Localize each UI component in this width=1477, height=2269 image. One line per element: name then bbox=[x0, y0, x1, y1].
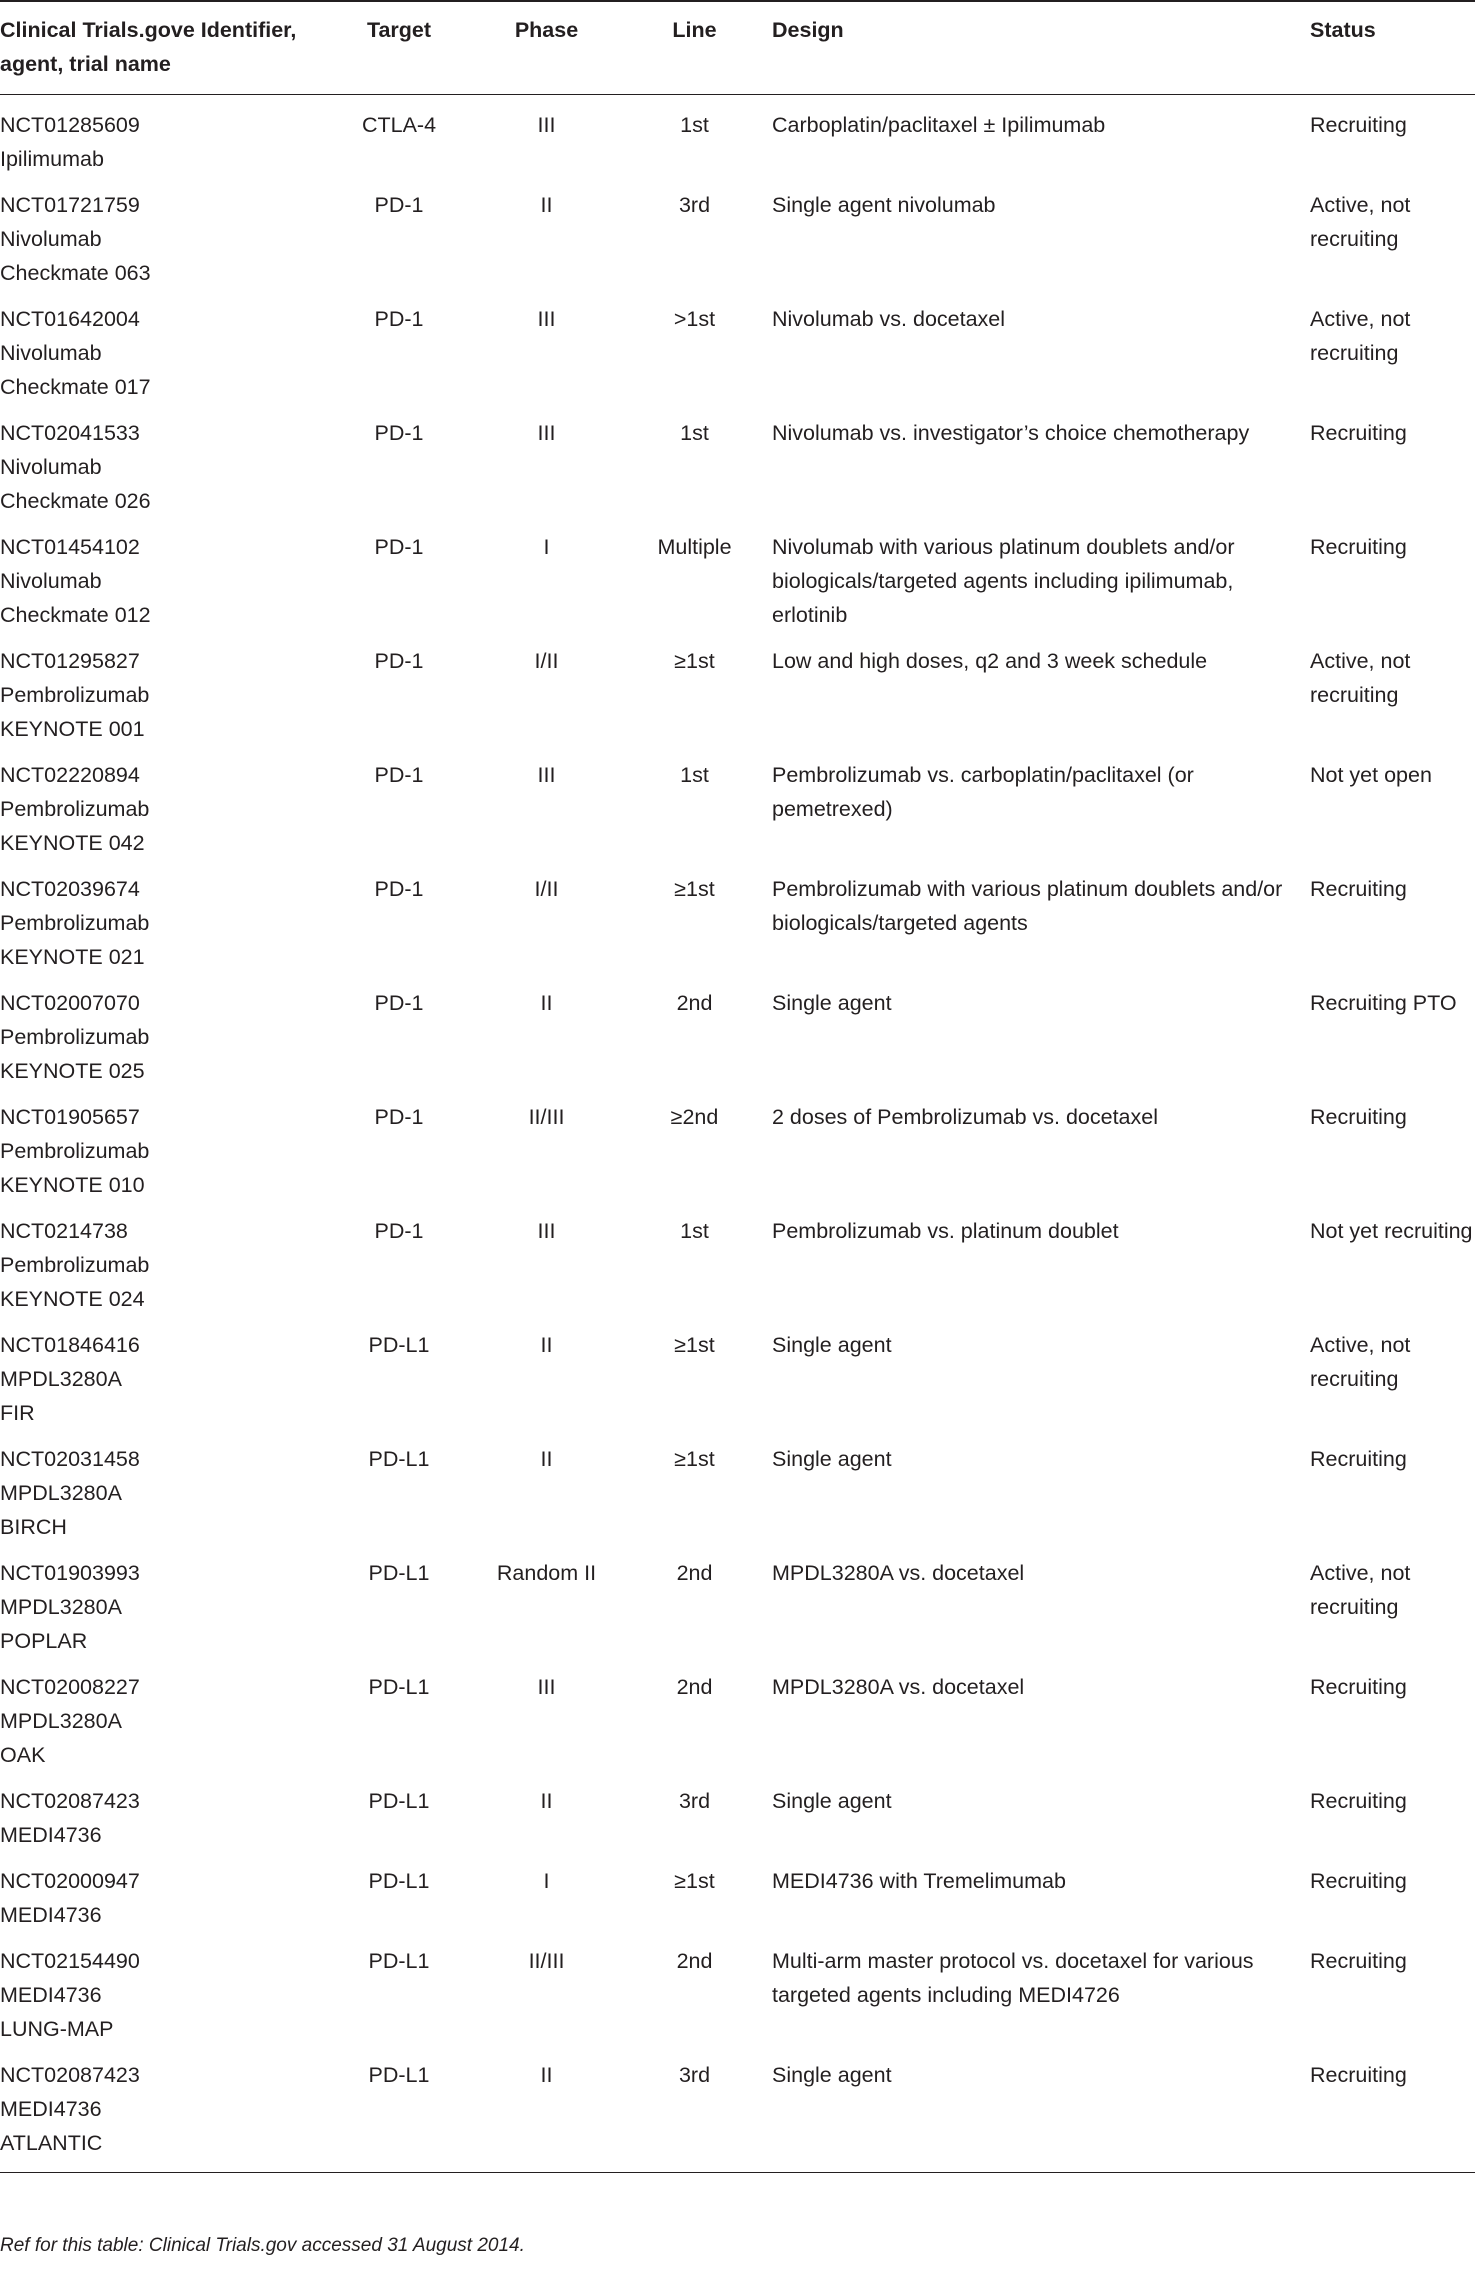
cell-target: PD-1 bbox=[374, 1105, 424, 1129]
trial-id: NCT02000947 bbox=[0, 1869, 140, 1893]
cell-target: PD-L1 bbox=[368, 1561, 430, 1585]
cell-phase: III bbox=[537, 763, 556, 787]
header-target: Target bbox=[336, 1, 462, 95]
cell-status: Active, not recruiting bbox=[1310, 1333, 1411, 1391]
cell-identifier bbox=[0, 1213, 336, 1327]
agent-name: MPDL3280A bbox=[0, 1709, 122, 1733]
cell-status: Recruiting bbox=[1310, 1447, 1407, 1471]
cell-line: 2nd bbox=[676, 1675, 713, 1699]
cell-line: Multiple bbox=[657, 535, 732, 559]
cell-target: PD-L1 bbox=[336, 2057, 462, 2173]
cell-target: PD-1 bbox=[374, 193, 424, 217]
trial-name: POPLAR bbox=[0, 1629, 88, 1653]
cell-target: PD-1 bbox=[374, 307, 424, 331]
cell-target: PD-1 bbox=[374, 1219, 424, 1243]
cell-line: ≥1st bbox=[674, 649, 715, 673]
trial-name: KEYNOTE 010 bbox=[0, 1173, 145, 1197]
cell-line: 3rd bbox=[631, 2057, 758, 2173]
cell-target: PD-1 bbox=[374, 535, 424, 559]
cell-status: Active, not recruiting bbox=[1310, 193, 1411, 251]
trial-id: NCT02041533 bbox=[0, 421, 140, 445]
table-row bbox=[0, 187, 1475, 301]
table-row bbox=[0, 1327, 1475, 1441]
cell-identifier bbox=[0, 301, 336, 415]
cell-line: ≥1st bbox=[674, 1447, 715, 1471]
trial-id: NCT02220894 bbox=[0, 763, 140, 787]
cell-line: >1st bbox=[673, 307, 716, 331]
cell-phase: III bbox=[537, 1219, 556, 1243]
cell-design: MPDL3280A vs. docetaxel bbox=[772, 1561, 1025, 1585]
cell-design: Single agent bbox=[772, 991, 892, 1015]
trial-name: Checkmate 012 bbox=[0, 603, 151, 627]
header-design: Design bbox=[758, 1, 1310, 95]
cell-target: PD-1 bbox=[374, 877, 424, 901]
cell-target: PD-L1 bbox=[368, 1789, 430, 1813]
cell-phase: II bbox=[540, 991, 553, 1015]
trial-id: NCT02154490 bbox=[0, 1949, 140, 1973]
agent-name: Nivolumab bbox=[0, 341, 102, 365]
agent-name: MEDI4736 bbox=[0, 1983, 102, 2007]
trial-name: ATLANTIC bbox=[0, 2131, 103, 2155]
cell-phase: II bbox=[462, 2057, 631, 2173]
cell-identifier bbox=[0, 1669, 336, 1783]
trial-name: KEYNOTE 042 bbox=[0, 831, 145, 855]
cell-design: MPDL3280A vs. docetaxel bbox=[772, 1675, 1025, 1699]
cell-design: MEDI4736 with Tremelimumab bbox=[772, 1869, 1066, 1893]
cell-identifier bbox=[0, 1099, 336, 1213]
cell-status: Not yet open bbox=[1310, 763, 1432, 787]
trial-id: NCT02008227 bbox=[0, 1675, 140, 1699]
agent-name: Pembrolizumab bbox=[0, 911, 150, 935]
cell-status: Recruiting bbox=[1310, 1675, 1407, 1699]
cell-phase: I/II bbox=[534, 877, 559, 901]
table-row bbox=[0, 643, 1475, 757]
cell-design: Single agent bbox=[758, 2057, 1310, 2173]
trial-id: NCT01903993 bbox=[0, 1561, 140, 1585]
cell-phase: II/III bbox=[528, 1105, 565, 1129]
cell-status: Recruiting PTO bbox=[1310, 991, 1457, 1015]
cell-design: 2 doses of Pembrolizumab vs. docetaxel bbox=[772, 1105, 1159, 1129]
cell-design: Carboplatin/paclitaxel ± Ipilimumab bbox=[772, 113, 1106, 137]
agent-name: Pembrolizumab bbox=[0, 1253, 150, 1277]
cell-design: Single agent bbox=[772, 1333, 892, 1357]
cell-design: Nivolumab vs. investigator’s choice chemotherapy bbox=[772, 421, 1250, 445]
agent-name: Nivolumab bbox=[0, 227, 102, 251]
trial-id: NCT01454102 bbox=[0, 535, 140, 559]
table-row bbox=[0, 871, 1475, 985]
cell-line: 3rd bbox=[678, 193, 711, 217]
cell-status: Recruiting bbox=[1310, 877, 1407, 901]
table-row bbox=[0, 757, 1475, 871]
trial-name: FIR bbox=[0, 1401, 35, 1425]
cell-status: Not yet recruiting bbox=[1310, 1219, 1473, 1243]
table-row bbox=[0, 301, 1475, 415]
table-row bbox=[0, 1555, 1475, 1669]
trial-id: NCT02039674 bbox=[0, 877, 140, 901]
cell-design: Low and high doses, q2 and 3 week schedule bbox=[772, 649, 1208, 673]
cell-identifier bbox=[0, 95, 336, 188]
cell-status: Recruiting bbox=[1310, 1869, 1407, 1893]
trial-name: BIRCH bbox=[0, 1515, 67, 1539]
trial-id: NCT01295827 bbox=[0, 649, 140, 673]
trial-id: NCT02007070 bbox=[0, 991, 140, 1015]
cell-identifier bbox=[0, 643, 336, 757]
agent-name: MEDI4736 bbox=[0, 2097, 102, 2121]
cell-design: Single agent nivolumab bbox=[772, 193, 996, 217]
table-row bbox=[0, 2057, 1475, 2173]
cell-identifier bbox=[0, 415, 336, 529]
cell-line: ≥1st bbox=[674, 1869, 715, 1893]
cell-status: Active, not recruiting bbox=[1310, 649, 1411, 707]
cell-phase: I bbox=[543, 535, 550, 559]
cell-line: 1st bbox=[680, 421, 709, 445]
cell-identifier bbox=[0, 529, 336, 643]
trial-name: KEYNOTE 001 bbox=[0, 717, 145, 741]
cell-phase: II bbox=[540, 1333, 553, 1357]
cell-target: PD-L1 bbox=[368, 1447, 430, 1471]
cell-target: PD-L1 bbox=[368, 1869, 430, 1893]
trial-id: NCT01721759 bbox=[0, 193, 140, 217]
table-row bbox=[0, 1099, 1475, 1213]
cell-phase: II bbox=[540, 1789, 553, 1813]
cell-design: Single agent bbox=[772, 1789, 892, 1813]
cell-identifier bbox=[0, 757, 336, 871]
trial-id: NCT01846416 bbox=[0, 1333, 140, 1357]
cell-identifier bbox=[0, 1555, 336, 1669]
cell-line: ≥1st bbox=[674, 877, 715, 901]
cell-status: Recruiting bbox=[1310, 421, 1407, 445]
table-row bbox=[0, 1783, 1475, 1863]
trial-name: Checkmate 026 bbox=[0, 489, 151, 513]
trial-name: Checkmate 063 bbox=[0, 261, 151, 285]
table-row bbox=[0, 1863, 1475, 1943]
cell-line: ≥2nd bbox=[670, 1105, 719, 1129]
cell-identifier bbox=[0, 1943, 336, 2057]
table-body bbox=[0, 95, 1475, 2173]
table-row bbox=[0, 529, 1475, 643]
table-row bbox=[0, 985, 1475, 1099]
trial-id: NCT0214738 bbox=[0, 1219, 128, 1243]
cell-phase: II bbox=[540, 193, 553, 217]
cell-identifier bbox=[0, 1327, 336, 1441]
cell-phase: II/III bbox=[528, 1949, 565, 1973]
cell-identifier bbox=[0, 1863, 336, 1943]
cell-status: Active, not recruiting bbox=[1310, 1561, 1411, 1619]
table-header bbox=[0, 1, 1475, 95]
agent-name: MPDL3280A bbox=[0, 1481, 122, 1505]
agent-name: Ipilimumab bbox=[0, 147, 104, 171]
header-identifier: Clinical Trials.gove Identifier, agent, trial name bbox=[0, 1, 336, 95]
cell-phase: II bbox=[540, 1447, 553, 1471]
cell-status: Recruiting bbox=[1310, 113, 1407, 137]
cell-design: Multi-arm master protocol vs. docetaxel for various targeted agents including MEDI4726 bbox=[772, 1949, 1254, 2007]
table-row bbox=[0, 1441, 1475, 1555]
cell-phase: III bbox=[537, 1675, 556, 1699]
cell-status: Recruiting bbox=[1310, 2057, 1475, 2173]
trial-id: NCT01285609 bbox=[0, 113, 140, 137]
trial-id: NCT01905657 bbox=[0, 1105, 140, 1129]
cell-identifier bbox=[0, 1441, 336, 1555]
agent-name: Pembrolizumab bbox=[0, 683, 150, 707]
cell-target: PD-1 bbox=[374, 421, 424, 445]
cell-design: Single agent bbox=[772, 1447, 892, 1471]
cell-design: Nivolumab with various platinum doublets and/or biologicals/targeted agents including ipilimumab, erlotinib bbox=[772, 535, 1235, 627]
agent-name: Nivolumab bbox=[0, 569, 102, 593]
table-row bbox=[0, 1669, 1475, 1783]
trial-id: NCT02087423 bbox=[0, 1789, 140, 1813]
cell-identifier bbox=[0, 187, 336, 301]
cell-target: PD-L1 bbox=[368, 1333, 430, 1357]
trial-name: OAK bbox=[0, 1743, 46, 1767]
cell-status: Recruiting bbox=[1310, 1789, 1407, 1813]
agent-name: MPDL3280A bbox=[0, 1367, 122, 1391]
cell-status: Recruiting bbox=[1310, 1105, 1407, 1129]
cell-line: ≥1st bbox=[674, 1333, 715, 1357]
cell-design: Pembrolizumab vs. carboplatin/paclitaxel (or pemetrexed) bbox=[772, 763, 1194, 821]
agent-name: Pembrolizumab bbox=[0, 1139, 150, 1163]
cell-design: Nivolumab vs. docetaxel bbox=[772, 307, 1006, 331]
cell-line: 1st bbox=[680, 113, 709, 137]
table-row bbox=[0, 95, 1475, 188]
agent-name: Nivolumab bbox=[0, 455, 102, 479]
cell-phase: III bbox=[537, 421, 556, 445]
cell-line: 2nd bbox=[676, 991, 713, 1015]
agent-name: MPDL3280A bbox=[0, 1595, 122, 1619]
cell-design: Pembrolizumab with various platinum doublets and/or biologicals/targeted agents bbox=[772, 877, 1283, 935]
trial-name: Checkmate 017 bbox=[0, 375, 151, 399]
trial-id: NCT01642004 bbox=[0, 307, 140, 331]
cell-status: Recruiting bbox=[1310, 535, 1407, 559]
agent-name: Pembrolizumab bbox=[0, 797, 150, 821]
agent-name: MEDI4736 bbox=[0, 1823, 102, 1847]
header-status: Status bbox=[1310, 1, 1475, 95]
cell-line: 1st bbox=[680, 763, 709, 787]
cell-target: PD-1 bbox=[374, 649, 424, 673]
cell-design: Pembrolizumab vs. platinum doublet bbox=[772, 1219, 1119, 1243]
cell-phase: III bbox=[537, 307, 556, 331]
agent-name: MEDI4736 bbox=[0, 1903, 102, 1927]
trial-name: KEYNOTE 021 bbox=[0, 945, 145, 969]
cell-phase: III bbox=[537, 113, 556, 137]
trial-name: KEYNOTE 025 bbox=[0, 1059, 145, 1083]
cell-status: Recruiting bbox=[1310, 1949, 1407, 1973]
cell-target: CTLA-4 bbox=[361, 113, 437, 137]
cell-identifier bbox=[0, 985, 336, 1099]
trial-name: LUNG-MAP bbox=[0, 2017, 114, 2041]
agent-name: Pembrolizumab bbox=[0, 1025, 150, 1049]
cell-phase: I bbox=[543, 1869, 550, 1893]
cell-line: 3rd bbox=[678, 1789, 711, 1813]
cell-target: PD-1 bbox=[374, 763, 424, 787]
cell-status: Active, not recruiting bbox=[1310, 307, 1411, 365]
cell-identifier bbox=[0, 2057, 336, 2173]
trial-id: NCT02087423 bbox=[0, 2063, 140, 2087]
cell-identifier bbox=[0, 1783, 336, 1863]
header-line: Line bbox=[631, 1, 758, 95]
cell-target: PD-1 bbox=[374, 991, 424, 1015]
cell-line: 2nd bbox=[676, 1949, 713, 1973]
header-phase: Phase bbox=[462, 1, 631, 95]
cell-target: PD-L1 bbox=[368, 1675, 430, 1699]
table-row bbox=[0, 1213, 1475, 1327]
trial-id: NCT02031458 bbox=[0, 1447, 140, 1471]
trial-name: KEYNOTE 024 bbox=[0, 1287, 145, 1311]
cell-phase: I/II bbox=[534, 649, 559, 673]
table-row bbox=[0, 1943, 1475, 2057]
cell-identifier bbox=[0, 871, 336, 985]
table-footnote: Ref for this table: Clinical Trials.gov accessed 31 August 2014. bbox=[0, 2235, 525, 2256]
cell-target: PD-L1 bbox=[368, 1949, 430, 1973]
cell-line: 1st bbox=[680, 1219, 709, 1243]
table-row bbox=[0, 415, 1475, 529]
cell-line: 2nd bbox=[676, 1561, 713, 1585]
cell-phase: Random II bbox=[496, 1561, 597, 1585]
header-row bbox=[0, 1, 1475, 95]
